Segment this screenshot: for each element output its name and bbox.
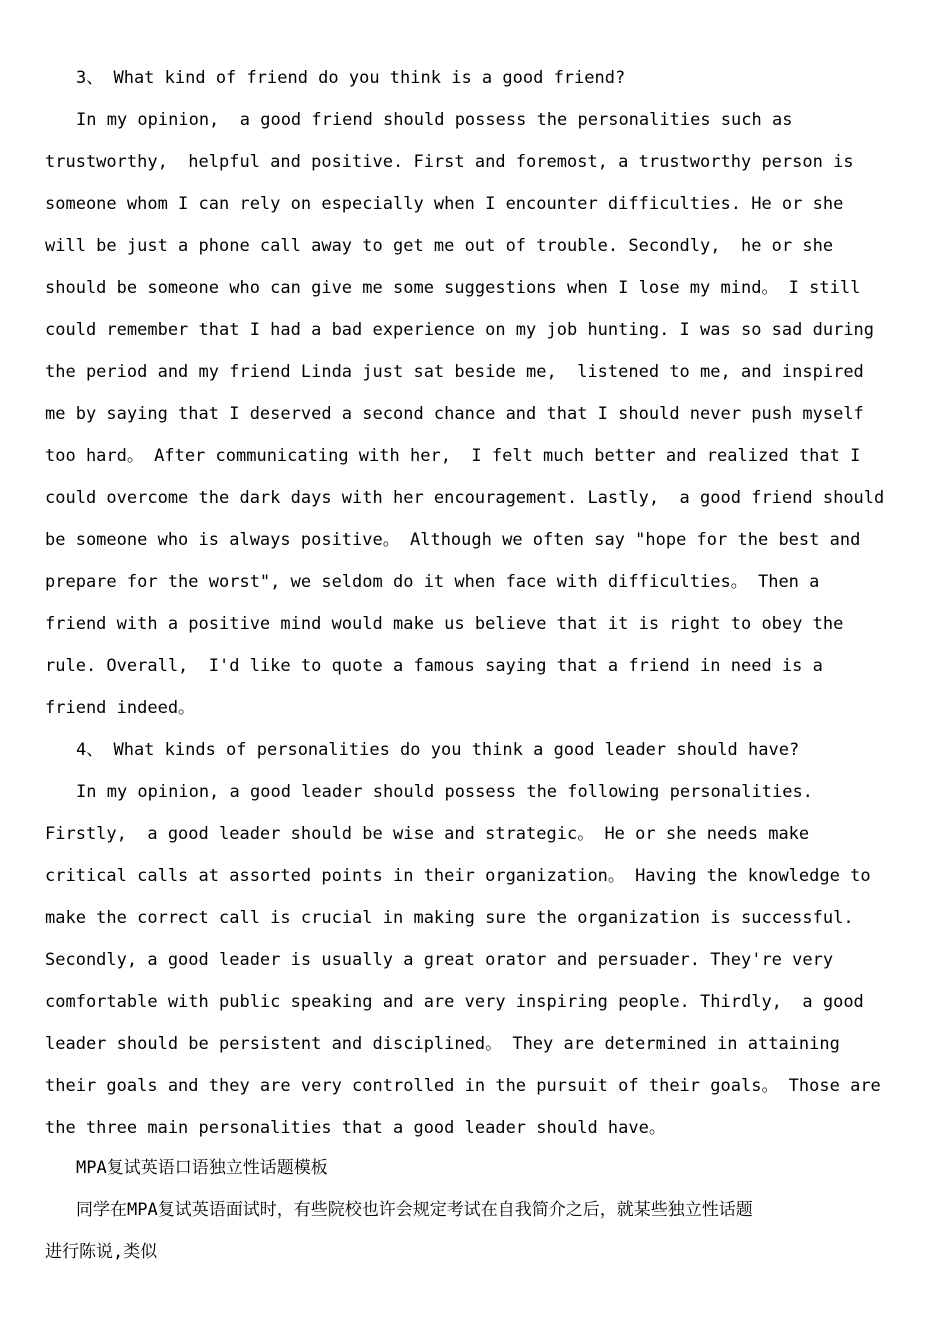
paragraph-line: friend indeed。 [45, 698, 196, 718]
paragraph-line: Firstly, a good leader should be wise and strategic。 He or she needs make [45, 824, 810, 844]
paragraph-line: someone whom I can rely on especially when I encounter difficulties. He or she [45, 194, 844, 214]
paragraph-line: rule. Overall, I'd like to quote a famous saying that a friend in need is a [45, 656, 823, 676]
question-3-heading: 3、 What kind of friend do you think is a good friend? [76, 68, 626, 88]
paragraph-line: could overcome the dark days with her encouragement. Lastly, a good friend should [45, 488, 885, 508]
paragraph-line: comfortable with public speaking and are very inspiring people. Thirdly, a good [45, 992, 864, 1012]
paragraph-line: leader should be persistent and disciplined。 They are determined in attaining [45, 1034, 840, 1054]
paragraph-line: friend with a positive mind would make us believe that it is right to obey the [45, 614, 844, 634]
paragraph-line: me by saying that I deserved a second chance and that I should never push myself [45, 404, 864, 424]
paragraph-line: the period and my friend Linda just sat beside me, listened to me, and inspired [45, 362, 864, 382]
paragraph-line: critical calls at assorted points in their organization。 Having the knowledge to [45, 866, 871, 886]
paragraph-line: will be just a phone call away to get me out of trouble. Secondly, he or she [45, 236, 834, 256]
paragraph-line: be someone who is always positive。 Although we often say "hope for the best and [45, 530, 861, 550]
paragraph-line: make the correct call is crucial in making sure the organization is successful. [45, 908, 854, 928]
paragraph-line: their goals and they are very controlled in the pursuit of their goals。 Those are [45, 1076, 881, 1096]
paragraph-line: the three main personalities that a good leader should have。 [45, 1118, 666, 1138]
paragraph-line: should be someone who can give me some suggestions when I lose my mind。 I still [45, 278, 861, 298]
paragraph-line: 同学在MPA复试英语面试时，有些院校也许会规定考试在自我简介之后，就某些独立性话题 [76, 1200, 753, 1220]
paragraph-line: In my opinion, a good friend should possess the personalities such as [76, 110, 793, 130]
paragraph-line: Secondly, a good leader is usually a great orator and persuader. They're very [45, 950, 834, 970]
question-4-heading: 4、 What kinds of personalities do you think a good leader should have? [76, 740, 800, 760]
paragraph-line: too hard。 After communicating with her, I felt much better and realized that I [45, 446, 861, 466]
paragraph-line: prepare for the worst", we seldom do it when face with difficulties。 Then a [45, 572, 820, 592]
paragraph-line: 进行陈说,类似 [45, 1242, 158, 1262]
paragraph-line: trustworthy, helpful and positive. First and foremost, a trustworthy person is [45, 152, 854, 172]
paragraph-line: could remember that I had a bad experience on my job hunting. I was so sad during [45, 320, 875, 340]
paragraph-line: In my opinion, a good leader should possess the following personalities. [76, 782, 813, 802]
section-heading: MPA复试英语口语独立性话题模板 [76, 1158, 328, 1178]
